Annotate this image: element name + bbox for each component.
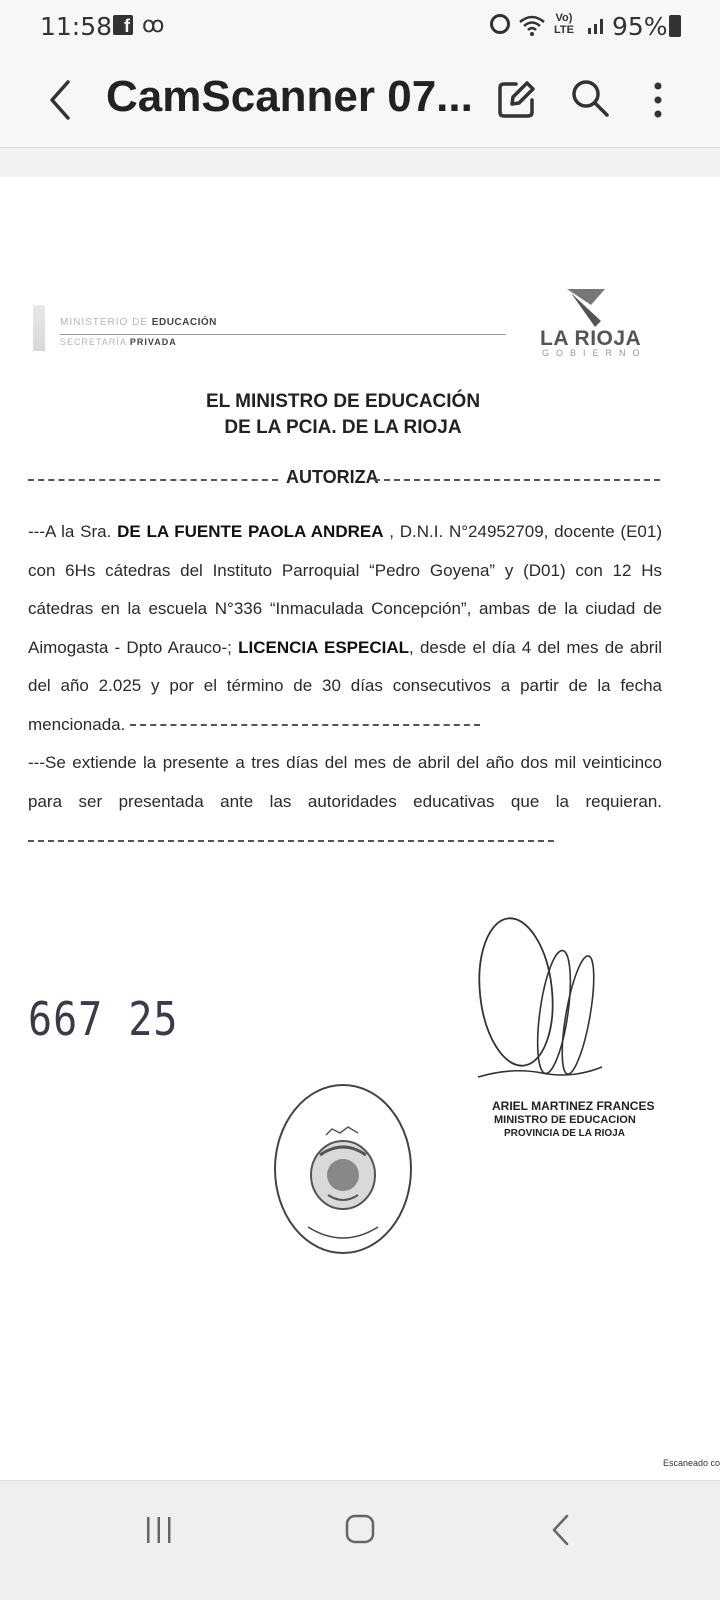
dash-separator — [374, 479, 660, 481]
document-body — [28, 513, 662, 860]
more-icon[interactable] — [644, 78, 672, 122]
handwritten-signature — [472, 917, 632, 1087]
teacher-name: DE LA FUENTE PAOLA ANDREA — [117, 522, 384, 541]
signer-province: PROVINCIA DE LA RIOJA — [504, 1128, 625, 1139]
search-icon[interactable] — [570, 78, 610, 118]
document-title: CamScanner 07... — [106, 72, 473, 121]
back-icon[interactable] — [550, 1513, 572, 1547]
status-time: 11:58 — [40, 12, 113, 41]
letterhead-ministry: MINISTERIO DE EDUCACIÓN — [60, 317, 217, 328]
letterhead-rule — [60, 334, 506, 335]
ministry-seal-stamp — [268, 1077, 418, 1257]
wifi-icon — [518, 13, 546, 37]
battery-percent: 95% — [612, 12, 668, 41]
document-heading — [0, 389, 686, 441]
heading-line-1: EL MINISTRO DE EDUCACIÓN — [205, 391, 481, 412]
scan-credit: Escaneado co — [662, 1458, 720, 1468]
government-name: LA RIOJA — [540, 327, 642, 350]
recents-icon[interactable] — [144, 1515, 174, 1545]
signal-icon — [586, 14, 608, 34]
facebook-icon: f — [113, 15, 133, 35]
paragraph-authorization: ---A la Sra. DE LA FUENTE PAOLA ANDREA , D.N.I. N°24952709, docente (E01) con 6Hs cátedras del Instituto Parroquial “Pedro Goyena” y (D01) con 12 Hs cátedras en la escuela N°336 “Inmaculada Concepción”, ambas de la ciudad de Aimogasta - Dpto Arauco-; LICENCIA ESPECIAL, desde el día 4 del mes de abril del año 2.025 y por el término de 30 días consecutivos a partir de la fecha mencionada. — [28, 522, 662, 734]
la-rioja-logo-icon — [565, 287, 609, 329]
licence-type: LICENCIA ESPECIAL — [238, 637, 409, 657]
government-subtitle: GOBIERNO — [542, 348, 647, 358]
edit-icon[interactable] — [496, 78, 538, 120]
status-bar — [0, 0, 720, 52]
autoriza-row — [28, 467, 660, 489]
dash-separator — [28, 479, 278, 481]
file-number: 667 25 — [28, 993, 179, 1047]
letterhead-bar — [33, 305, 45, 351]
dash-filler — [28, 840, 554, 842]
home-icon[interactable] — [344, 1513, 376, 1545]
voicemail-icon: ꝏ — [142, 12, 165, 37]
autoriza-title: AUTORIZA — [286, 467, 379, 487]
signer-role: MINISTRO DE EDUCACION — [494, 1114, 636, 1126]
battery-icon — [669, 15, 681, 37]
back-icon[interactable] — [42, 78, 82, 122]
paragraph-issuance: ---Se extiende la presente a tres días del mes de abril del año dos mil veinticinco para ser presentada ante las autoridades educativas que la requieran. — [28, 744, 662, 860]
heading-line-2: DE LA PCIA. DE LA RIOJA — [224, 417, 462, 438]
signer-name: ARIEL MARTINEZ FRANCES — [492, 1099, 655, 1113]
volte-lte-icon: Vo) LTE — [554, 12, 574, 36]
document-page[interactable] — [0, 177, 720, 1480]
app-bar — [0, 52, 720, 148]
letterhead-secretary: SECRETARÍA PRIVADA — [60, 337, 177, 347]
navigation-bar — [0, 1480, 720, 1600]
dash-filler — [130, 724, 480, 726]
alarm-icon — [490, 14, 510, 34]
